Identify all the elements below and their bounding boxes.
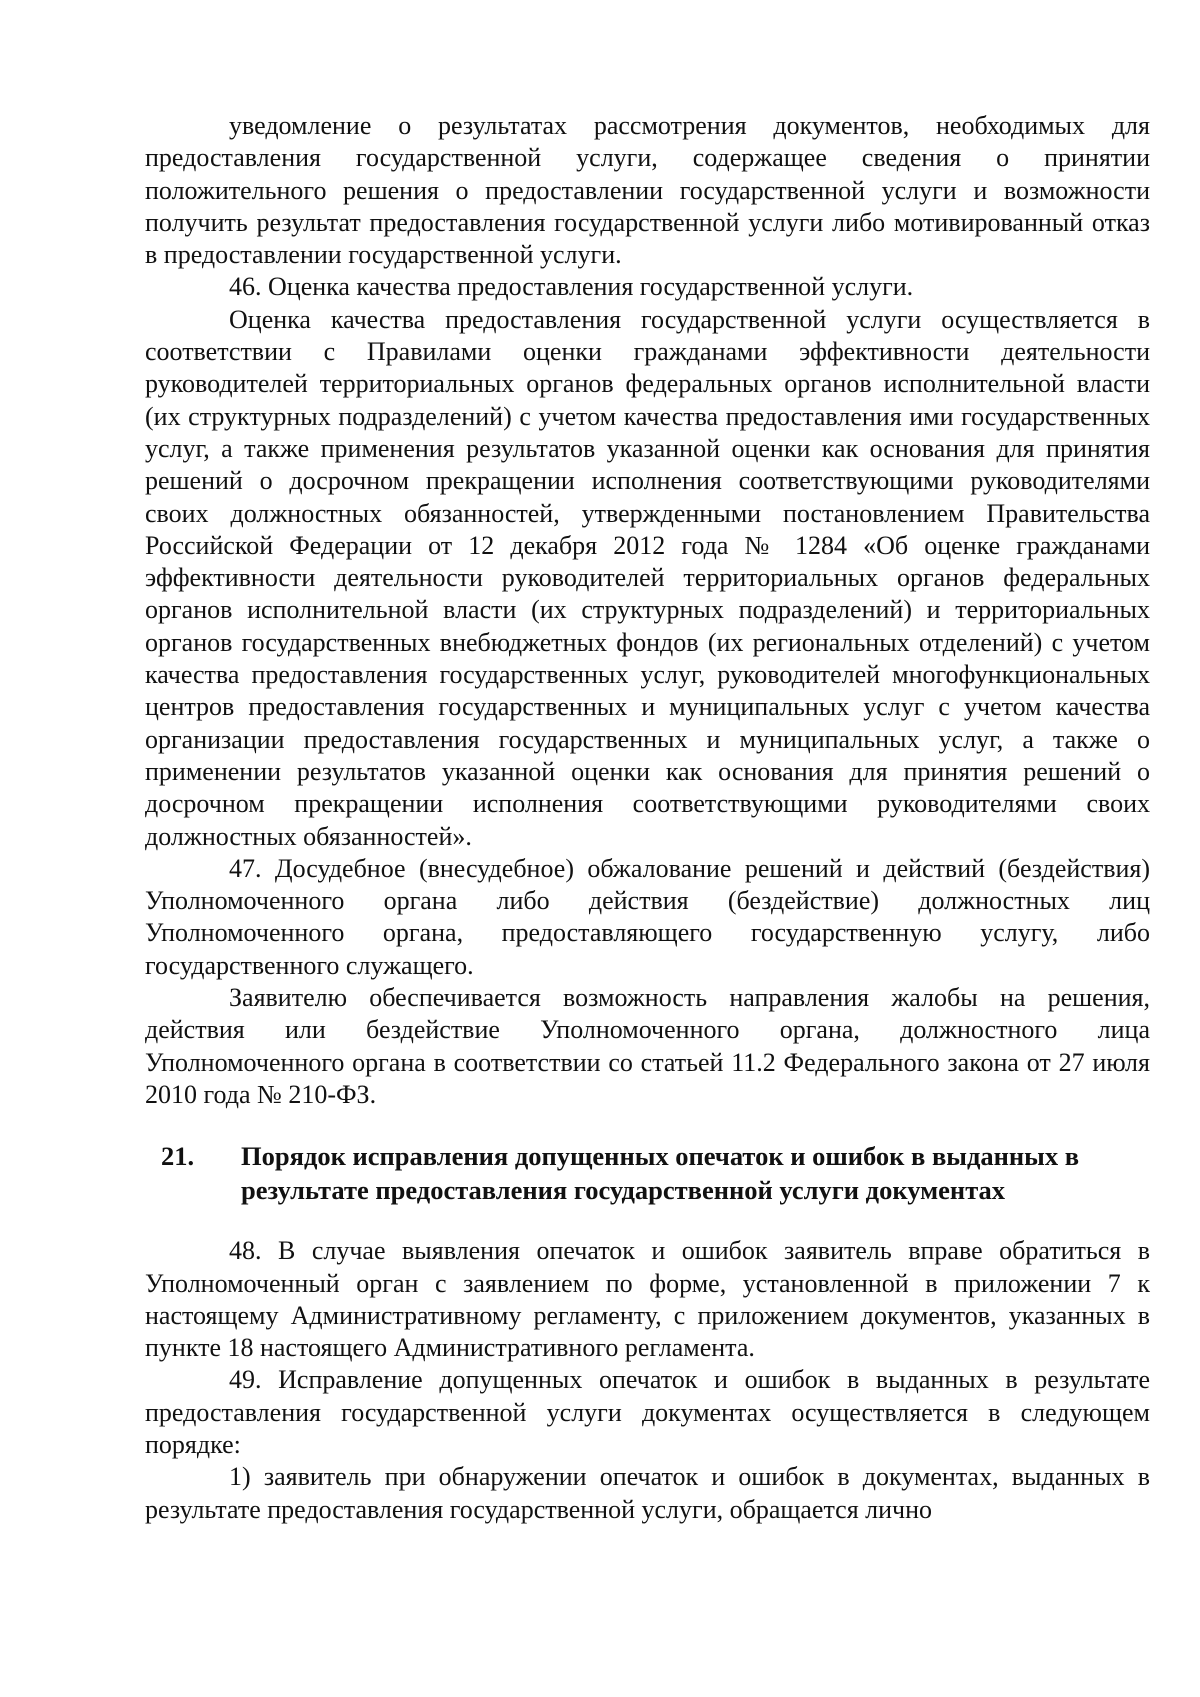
paragraph-47: 47. Досудебное (внесудебное) обжалование решений и действий (бездействия) Уполномоченного органа либо действия (бездействие) должностных лиц Уполномоченного органа, предоставляющего государственную услугу, либо государственного служащего. — [145, 853, 1150, 980]
paragraph-49: 49. Исправление допущенных опечаток и ошибок в выданных в результате предоставления государственной услуги документах осуществляется в следующем порядке: — [145, 1365, 1150, 1459]
section-heading — [145, 1139, 1150, 1207]
section-title: Порядок исправления допущенных опечаток и ошибок в выданных в результате предоставления государственной услуги документах — [241, 1141, 1080, 1206]
paragraph-46: 46. Оценка качества предоставления государственной услуги. — [229, 272, 914, 302]
paragraph-49-item-1: 1) заявитель при обнаружении опечаток и ошибок в документах, выданных в результате предоставления государственной услуги, обращается лично — [145, 1462, 1150, 1524]
paragraph-quality-assessment: Оценка качества предоставления государственной услуги осуществляется в соответствии с Правилами оценки гражданами эффективности деятельности руководителей территориальных органов федеральных органов исполнительной власти (их структурных подразделений) с учетом качества предоставления ими государственных услуг, а также применения результатов указанной оценки как основания для принятия решений о досрочном прекращении исполнения соответствующими руководителями своих должностных обязанностей, утвержденными постановлением Правительства Российской Федерации от 12 декабря 2012 года № 1284 «Об оценке гражданами эффективности деятельности руководителей территориальных органов федеральных органов исполнительной власти (их структурных подразделений) и территориальных органов государственных внебюджетных фондов (их региональных отделений) с учетом качества предоставления государственных услуг, руководителей многофункциональных центров предоставления государственных и муниципальных услуг с учетом качества организации предоставления государственных и муниципальных услуг, а также о применении результатов указанной оценки как основания для принятия решений о досрочном прекращении исполнения соответствующими руководителями своих должностных обязанностей». — [145, 304, 1150, 851]
paragraph-notification: уведомление о результатах рассмотрения документов, необходимых для предоставления государственной услуги, содержащее сведения о принятии положительного решения о предоставлении государственной услуги и возможности получить результат предоставления государственной услуги либо мотивированный отказ в предоставлении государственной услуги. — [145, 111, 1150, 270]
section-number: 21. — [161, 1141, 195, 1172]
document-page — [145, 110, 1150, 1526]
paragraph-48: 48. В случае выявления опечаток и ошибок заявитель вправе обратиться в Уполномоченный орган с заявлением по форме, установленной в приложении 7 к настоящему Административному регламенту, с приложением документов, указанных в пункте 18 настоящего Административного регламента. — [145, 1236, 1150, 1363]
paragraph-complaint: Заявителю обеспечивается возможность направления жалобы на решения, действия или бездействие Уполномоченного органа, должностного лица Уполномоченного органа в соответствии со статьей 11.2 Федерального закона от 27 июля 2010 года № 210-ФЗ. — [145, 983, 1150, 1109]
